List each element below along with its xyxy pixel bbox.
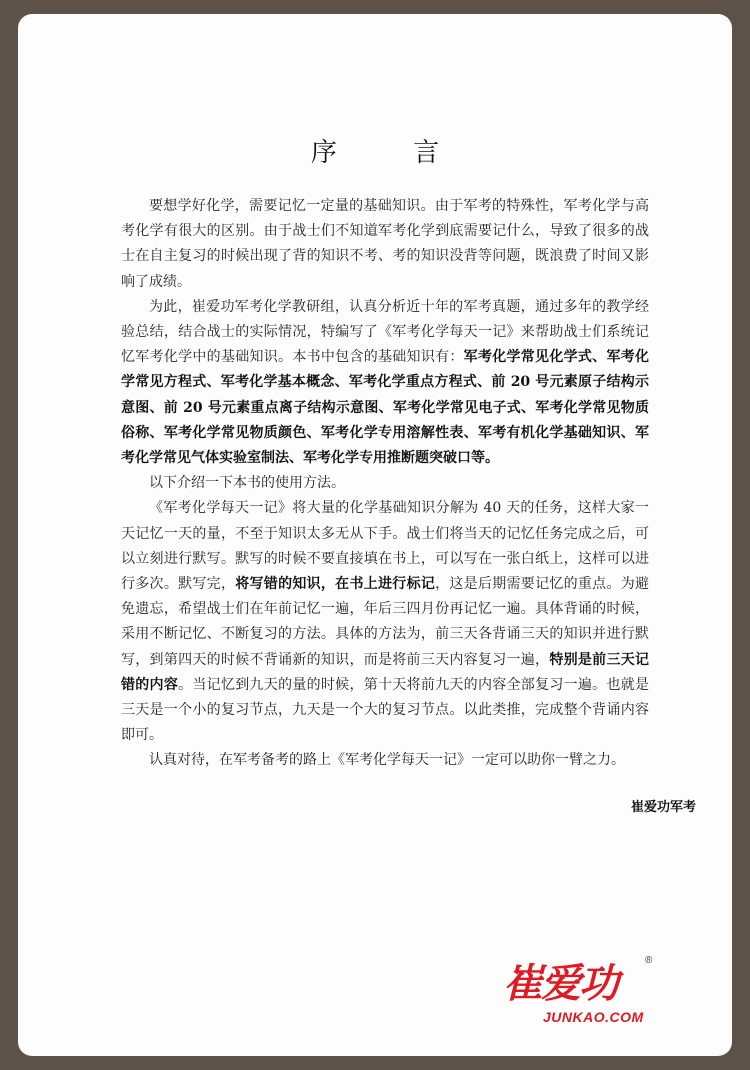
paragraph (121, 295, 649, 471)
paragraph-text: 为此，崔爱功军考化学教研组，认真分析近十年的军考真题，通过多年的教学经验总结，结合战士的实际情况，特编写了《军考化学每天一记》来帮助战士们系统记忆军考化学中的基础知识。本书中包含的基础知识有： (121, 298, 649, 366)
bold-text: 军考化学常见化学式、军考化学常见方程式、军考化学基本概念、军考化学重点方程式、前 20 号元素原子结构示意图、前 20 号元素重点离子结构示意图、军考化学常见电子式、军考化学常见物质俗称、军考化学常见物质颜色、军考化学专用溶解性表、军考有机化学基础知识、军考化学常见气体实验室制法、军考化学专用推断题突破口等。 (121, 349, 650, 467)
paragraph-text: ，这是后期需要记忆的重点。为避免遗忘，希望战士们在年前记忆一遍，年后三四月份再记忆一遍。具体背诵的时候，采用不断记忆、不断复习的方法。具体的方法为，前三天各背诵三天的知识并进行默写，到第四天的时候不背诵新的知识，而是将前三天内容复习一遍， (121, 576, 650, 668)
bold-text: 特别是前三天记错的内容 (121, 651, 650, 693)
logo-url-text: JUNKAO.COM (543, 1009, 644, 1025)
paragraph (121, 471, 649, 496)
logo-chinese-text: 崔爱功 (503, 961, 617, 1007)
registered-mark-icon: ® (645, 955, 653, 966)
paragraph-text: 以下介绍一下本书的使用方法。 (149, 475, 345, 492)
paragraph (121, 194, 649, 295)
paragraph-text: 要想学好化学，需要记忆一定量的基础知识。由于军考的特殊性，军考化学与高考化学有很大的区别。由于战士们不知道军考化学到底需要记什么，导致了很多的战士在自主复习的时候出现了背的知识不考、考的知识没背等问题，既浪费了时间又影响了成绩。 (121, 198, 649, 290)
document-page (18, 14, 732, 1056)
paragraph-text: 。当记忆到九天的量的时候，第十天将前九天的内容全部复习一遍。也就是三天是一个小的复习节点，九天是一个大的复习节点。以此类推，完成整个背诵内容即可。 (121, 676, 650, 744)
preface-body (121, 194, 649, 774)
paragraph (121, 748, 649, 773)
paragraph (121, 496, 649, 748)
junkao-logo (503, 955, 653, 1031)
bold-text: 将写错的知识，在书上进行标记 (235, 576, 436, 593)
page-title: 序 言 (310, 138, 474, 168)
paragraph-text: 《军考化学每天一记》将大量的化学基础知识分解为 40 天的任务，这样大家一天记忆一天的量，不至于知识太多无从下手。战士们将当天的记忆任务完成之后，可以立刻进行默写。默写的时候不要直接填在书上，可以写在一张白纸上，这样可以进行多次。默写完， (121, 500, 649, 593)
signature: 崔爱功军考 (630, 800, 696, 815)
paragraph-text: 认真对待，在军考备考的路上《军考化学每天一记》一定可以助你一臂之力。 (149, 752, 625, 769)
